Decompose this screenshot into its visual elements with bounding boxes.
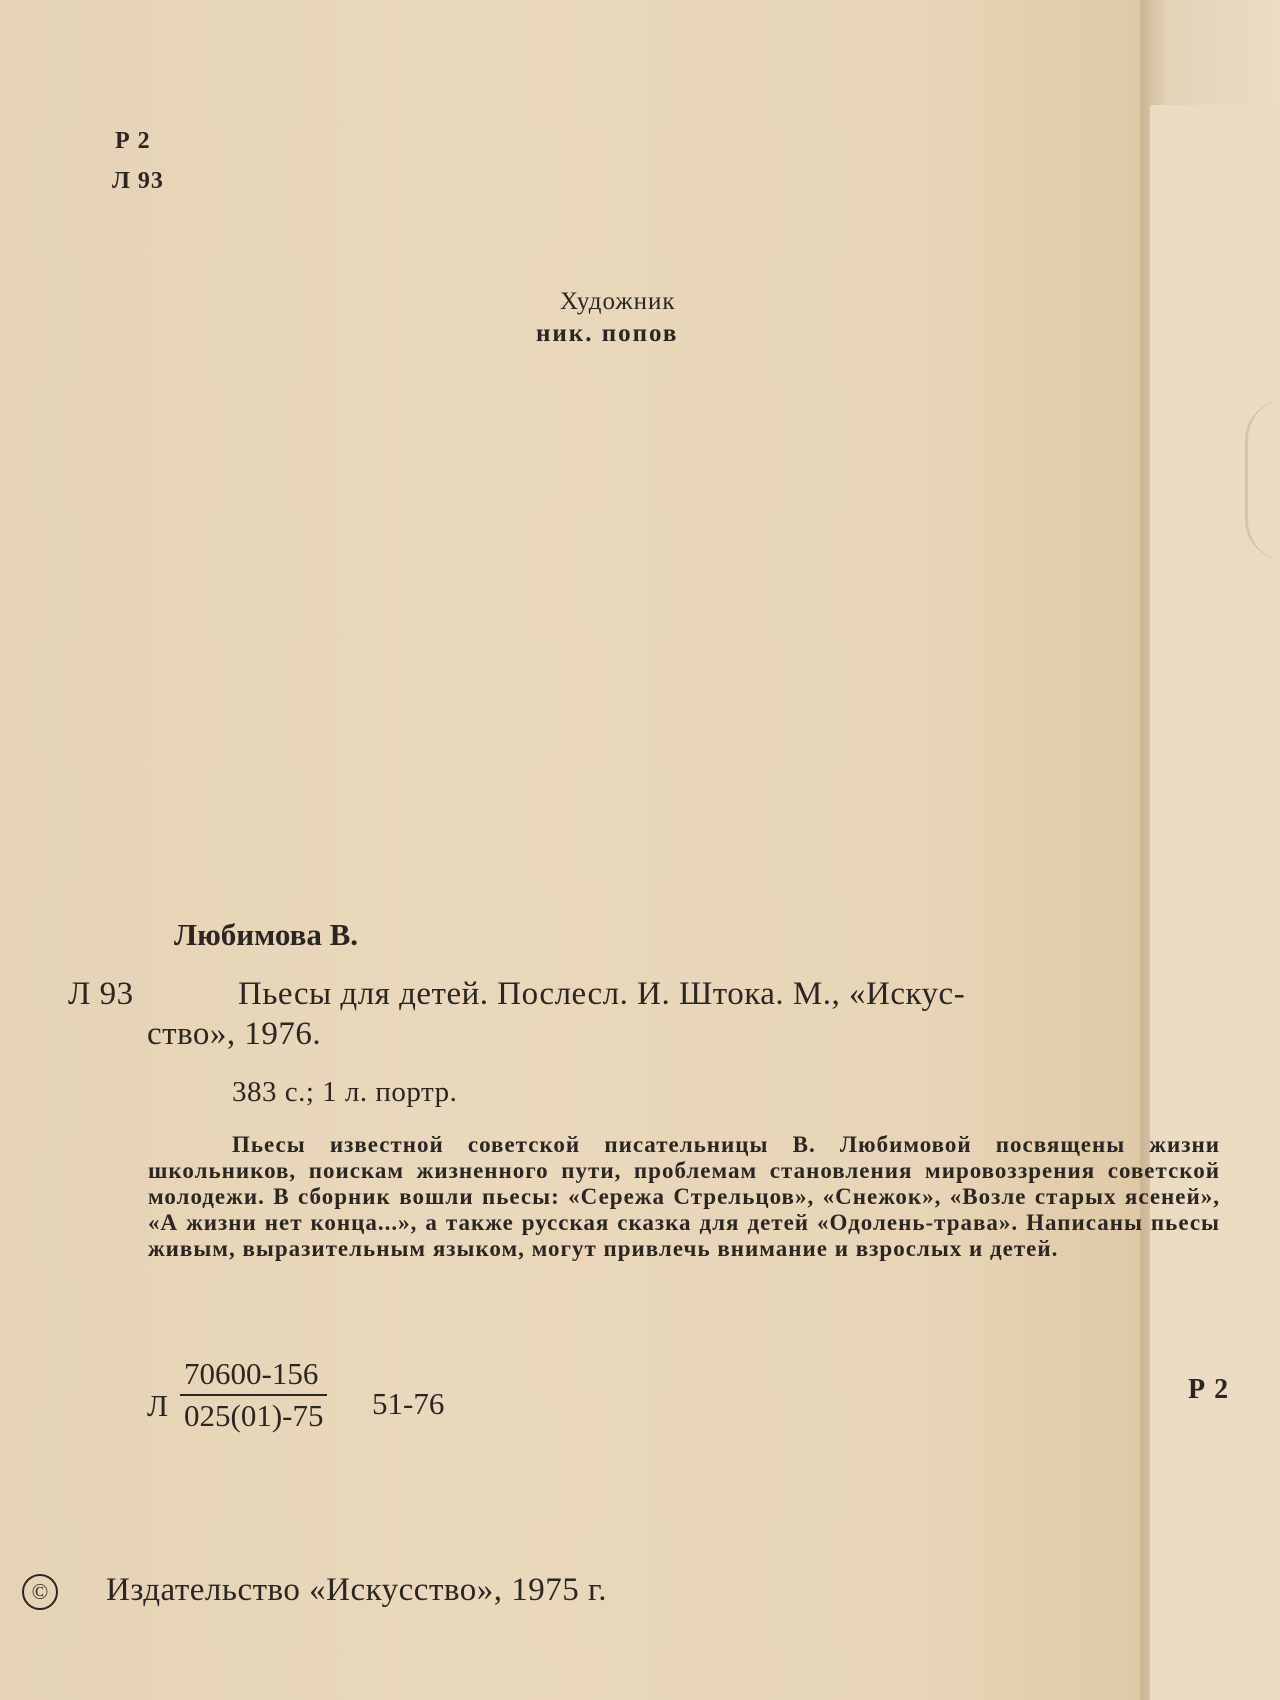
title-line-1: Пьесы для детей. Послесл. И. Штока. М., «Искус- [238,976,966,1012]
price-numerator: 70600-156 [180,1356,327,1396]
price-suffix: 51-76 [372,1386,445,1421]
author-name: Любимова В. [174,917,359,952]
price-denominator: 025(01)-75 [184,1398,324,1433]
price-class: Р 2 [1188,1374,1230,1405]
page-count: 383 с.; 1 л. портр. [232,1076,458,1108]
price-letter: Л [147,1388,169,1423]
corner-code-2: Л 93 [112,168,164,194]
title-line-2: ство», 1976. [147,1016,322,1052]
artist-label: Художник [560,288,676,315]
handwriting-mark [1245,400,1280,560]
artist-name: ник. попов [536,320,679,347]
annotation: Пьесы известной советской писательницы В. Любимовой посвящены жизни школьников, поискам жизненного пути, проблемам становления мировоззрения советской молодежи. В сборник вошли пьесы: «Сережа Стрельцов», «Снежок», «Возле старых ясеней», «А жизни нет конца...», а также русская сказка для детей «Одолень-трава». Написаны пьесы живым, выразительным языком, могут привлечь внимание и взрослых и детей. [148,1132,1220,1261]
corner-code-1: Р 2 [115,128,151,154]
price-fraction [180,1356,327,1434]
facing-page [1150,105,1280,1700]
index-code: Л 93 [68,976,134,1012]
copyright-icon: © [22,1574,58,1610]
copyright-text: Издательство «Искусство», 1975 г. [106,1572,608,1608]
